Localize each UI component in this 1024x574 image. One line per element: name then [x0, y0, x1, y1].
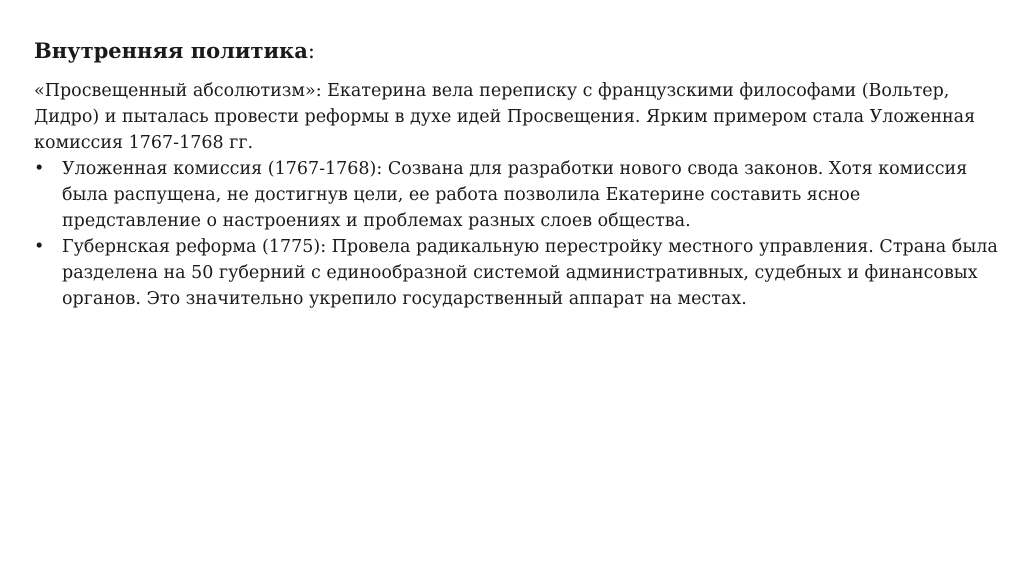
intro-paragraph: «Просвещенный абсолютизм»: Екатерина вела переписку с французскими философами (Вольтер, Дидро) и пыталась провести реформы в духе идей Просвещения. Ярким примером стала Уложенная комиссия 1767-1768 гг. [34, 81, 976, 153]
bullet-item [34, 156, 999, 234]
bullet-marker: • [34, 237, 45, 257]
slide-title-text: Внутренняя политика [34, 38, 308, 63]
bullet-marker: • [34, 159, 45, 179]
slide-body [34, 78, 999, 312]
bullet-list [34, 156, 999, 312]
slide-title [34, 38, 315, 63]
bullet-text: Уложенная комиссия (1767-1768): Созвана для разработки нового свода законов. Хотя комиссия была распущена, не достигнув цели, ее работа позволила Екатерине составить ясное представление о настроениях и проблемах разных слоев общества. [62, 159, 968, 231]
bullet-text: Губернская реформа (1775): Провела радикальную перестройку местного управления. Страна была разделена на 50 губерний с единообразной системой административных, судебных и финансовых органов. Это значительно укрепило государственный аппарат на местах. [62, 237, 998, 309]
bullet-item [34, 234, 999, 312]
slide-title-colon: : [307, 39, 315, 63]
